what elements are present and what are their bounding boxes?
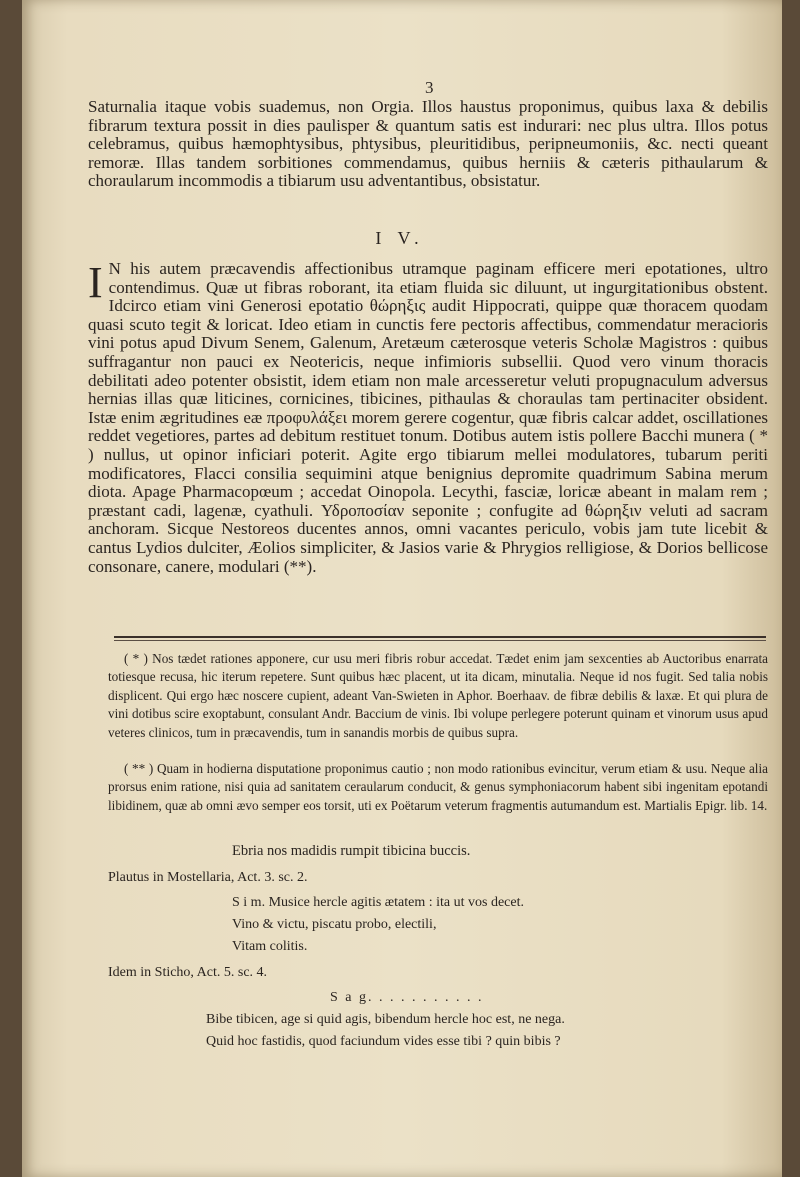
section-paragraph-text: N his autem præcavendis affectionibus utramque paginam efficere meri epotationes, ultro contendimus. Quæ ut fibras roborant, ita etiam fluida sic diluunt, ut ingurgitationibus obstent. Idcirco etiam vini Generosi epotatio θώρηξις audit Hippocrati, quippe quæ thoracem quodam quasi scuto tegit & loricat. Ideo etiam in cunctis fere pectoris affectibus, commendatur meracioris vini potus apud Divum Senem, Galenum, Aretæum cæterosque veteris Scholæ Magistros : quibus suffragantur non pauci ex Neotericis, neque infimioris subsellii. Quod vero vinum thoracis debilitati adeo potenter obsistit, idem etiam non male arcesseretur veluti propugnaculum adversus hernias illas quæ liticines, cornicines, tibicines, pithaulas & choraulas tam pertinaciter obsident. Istæ enim ægritudines eæ προφυλάξει morem gerere cogentur, quæ fibris calcar addet, oscillationes reddet vegetiores, partes ad debitum restituet tonum. Dotibus autem istis pollere Bacchi munera ( * ) nullus, ut opinor inficiari poterit. Agite ergo tibiarum mellei modulatores, tubarum periti modificatores, Flacci consilia sequimini atque benignius depromite quadrimum Sabina merum diota. Apage Pharmacopœum ; accedat Oinopola. Lecythi, fasciæ, loricæ abeant in malam rem ; præstant cadi, lagenæ, cyathuli. Υδροποσίαν seponite ; confugite ad θώρηξιν veluti ad sacram anchoram. Sicque Nestoreos ducentes annos, omni vacantes periculo, vobis jam tute licebit & cantus Lydios dulciter, Æolios simpliciter, & Jasios varie & Phrygios relligiose, & Dorios bellicose consonare, canere, modulari (**).: [88, 259, 768, 576]
page-number: 3: [425, 78, 434, 97]
plautus-line-1: S i m. Musice hercle agitis ætatem : ita ut vos decet.: [232, 895, 524, 910]
plautus-line-3: Vitam colitis.: [232, 939, 308, 954]
footnote-2-text: ( ** ) Quam in hodierna disputatione proponimus cautio ; non modo rationibus evincitur, verum etiam & usu. Neque alia prorsus enim ratione, nisi quia ad sanitatem ceraularum conducit, & genus symphoniacorum habent sibi ingenitam epotandi libidinem, quæ ab omni ævo semper eos torsit, uti ex Poëtarum veterum fragmentis autumandum est. Martialis Epigr. lib. 14.: [108, 761, 768, 813]
top-paragraph-text: Saturnalia itaque vobis suademus, non Orgia. Illos haustus proponimus, quibus laxa & debilis fibrarum textura possit in dies paulisper & quantum satis est indurari: nec plus ultra. Illos potus celebramus, quibus hæmophtysibus, phtysibus, pleuritidibus, peripneumoniis, &c. necti queant remoræ. Illas tandem sorbitiones commendamus, quibus herniis & cæteris pithaularum & choraularum incommodis a tibiarum usu adventantibus, obsistatur.: [88, 97, 768, 191]
stichus-line-2: Quid hoc fastidis, quod faciundum vides esse tibi ? quin bibis ?: [206, 1034, 561, 1049]
footnote-1-text: ( * ) Nos tædet rationes apponere, cur usu meri fibris robur accedat. Tædet enim jam sexcenties ab Auctoribus enarrata totiesque recusa, hic iterum repetere. Sunt quibus hæc placent, ut ita dicam, minutalia. Neque id nos fugit. Sed talia nobis displicent. Qui ergo hæc noscere cupient, adeant Van-Swieten in Aphor. Boerhaav. de fibræ debilis & laxæ. Et qui plura de vini dotibus scire exoptabunt, consulant Andr. Baccium de vinis. Ibi volupe perlegere poterunt quinam et vinorum usus apud veteres clinicos, tum in præcavendis, tum in sanandis morbis de quibus supra.: [108, 651, 768, 740]
stichus-reference: Idem in Sticho, Act. 5. sc. 4.: [108, 965, 268, 980]
footnote-1: [108, 650, 768, 742]
stichus-speaker: S a g. . . . . . . . . . .: [330, 990, 484, 1005]
section-paragraph: [88, 260, 768, 576]
plautus-line-2: Vino & victu, piscatu probo, electili,: [232, 917, 437, 932]
footnote-rule-thin: [114, 640, 766, 641]
top-paragraph: [88, 98, 768, 191]
footnote-rule: [114, 636, 766, 638]
footnote-2: [108, 760, 768, 815]
section-heading: I V.: [375, 228, 425, 248]
stichus-line-1: Bibe tibicen, age si quid agis, bibendum hercle hoc est, ne nega.: [206, 1012, 565, 1027]
martial-quote: Ebria nos madidis rumpit tibicina buccis.: [232, 843, 471, 859]
drop-cap: I: [88, 258, 103, 307]
plautus-reference: Plautus in Mostellaria, Act. 3. sc. 2.: [108, 870, 308, 885]
